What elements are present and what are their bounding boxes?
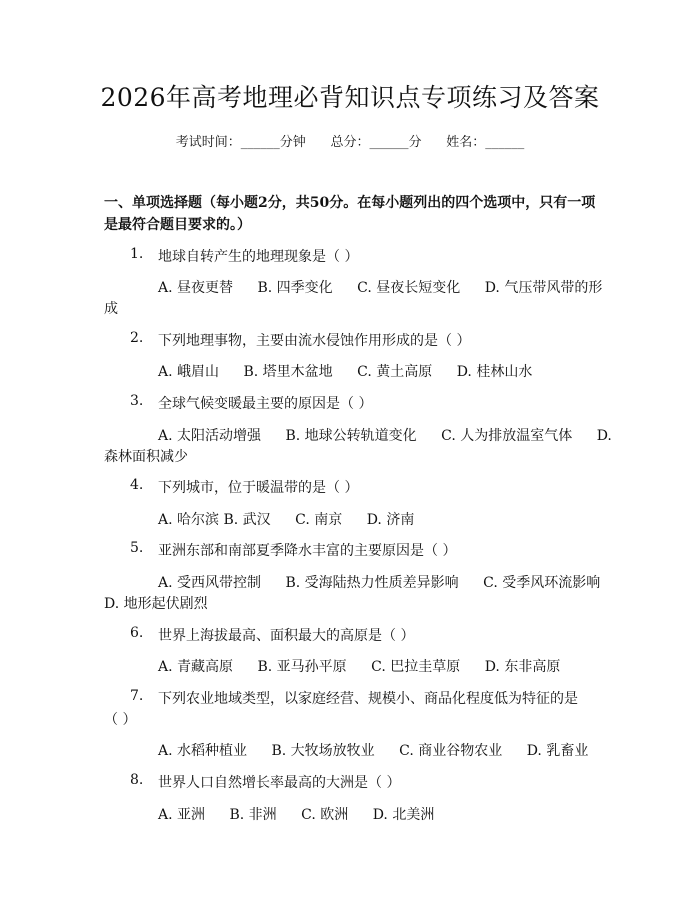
question-text: 世界人口自然增长率最高的大洲是（ ） xyxy=(158,775,401,791)
option-d: D. 济南 xyxy=(366,512,415,528)
option-b: B. 地球公转轨道变化 xyxy=(285,428,417,444)
section-heading: 一、单项选择题（每小题2分，共50分。在每小题列出的四个选项中，只有一项是最符合题目要求的。） xyxy=(104,195,596,233)
option-a: A. 青藏高原 xyxy=(158,659,234,675)
options-row xyxy=(158,572,600,592)
question-number: 6. xyxy=(130,625,144,641)
option-b: B. 塔里木盆地 xyxy=(243,364,333,380)
option-d: D. 桂林山水 xyxy=(456,364,533,380)
question-text-wrap: （ ） xyxy=(104,712,137,728)
question-text: 世界上海拔最高、面积最大的高原是（ ） xyxy=(158,628,415,644)
option-b: B. 大牧场放牧业 xyxy=(271,743,375,759)
option-c: C. 人为排放温室气体 xyxy=(441,428,573,444)
option-wrap-line: 成 xyxy=(104,301,118,317)
option-d: D. 北美洲 xyxy=(372,807,435,823)
option-c: C. 昼夜长短变化 xyxy=(357,280,461,296)
option-wrap-line: 森林面积减少 xyxy=(104,449,188,465)
option-b: B. 亚马孙平原 xyxy=(257,659,347,675)
option-d: D. 乳畜业 xyxy=(526,743,589,759)
question-text: 地球自转产生的地理现象是（ ） xyxy=(158,249,359,265)
question-text: 下列城市，位于暖温带的是（ ） xyxy=(158,480,359,496)
option-c: C. 巴拉圭草原 xyxy=(371,659,461,675)
option-b: B. 非洲 xyxy=(229,807,277,823)
options-row xyxy=(158,656,580,676)
option-d: D. xyxy=(596,428,612,444)
option-a: A. 受西风带控制 xyxy=(158,575,262,591)
option-a: A. 太阳活动增强 xyxy=(158,428,262,444)
question-number: 5. xyxy=(130,540,144,556)
option-ab: A. 哈尔滨 B. 武汉 xyxy=(158,512,271,528)
question-text: 全球气候变暖最主要的原因是（ ） xyxy=(158,396,373,412)
question-number: 8. xyxy=(130,772,144,788)
options-row xyxy=(158,509,434,529)
options-row xyxy=(158,361,552,381)
question-number: 7. xyxy=(130,688,144,704)
options-row xyxy=(158,740,608,760)
option-d: D. 东非高原 xyxy=(484,659,561,675)
option-a: A. 昼夜更替 xyxy=(158,280,234,296)
options-row xyxy=(158,277,602,297)
question-text: 亚洲东部和南部夏季降水丰富的主要原因是（ ） xyxy=(158,543,457,559)
options-row xyxy=(158,804,454,824)
exam-meta-line: 考试时间：______分钟 总分：______分 姓名：______ xyxy=(175,135,525,150)
option-a: A. 水稻种植业 xyxy=(158,743,248,759)
question-text: 下列地理事物，主要由流水侵蚀作用形成的是（ ） xyxy=(158,333,471,349)
option-c: C. 南京 xyxy=(295,512,343,528)
question-text: 下列农业地域类型，以家庭经营、规模小、商品化程度低为特征的是 xyxy=(158,691,578,707)
option-d: D. 气压带风带的形 xyxy=(484,280,603,296)
option-c: C. 黄土高原 xyxy=(357,364,433,380)
option-c: C. 受季风环流影响 xyxy=(483,575,601,591)
option-b: B. 四季变化 xyxy=(257,280,333,296)
option-a: A. 亚洲 xyxy=(158,807,206,823)
options-row xyxy=(158,425,612,445)
option-b: B. 受海陆热力性质差异影响 xyxy=(285,575,459,591)
question-number: 1. xyxy=(130,246,144,262)
exam-title: 2026年高考地理必背知识点专项练习及答案 xyxy=(100,83,600,112)
option-c: C. 商业谷物农业 xyxy=(399,743,503,759)
option-wrap-line: D. 地形起伏剧烈 xyxy=(104,596,208,612)
option-a: A. 峨眉山 xyxy=(158,364,220,380)
question-number: 2. xyxy=(130,330,144,346)
question-number: 4. xyxy=(130,477,144,493)
option-c: C. 欧洲 xyxy=(301,807,349,823)
question-number: 3. xyxy=(130,393,144,409)
